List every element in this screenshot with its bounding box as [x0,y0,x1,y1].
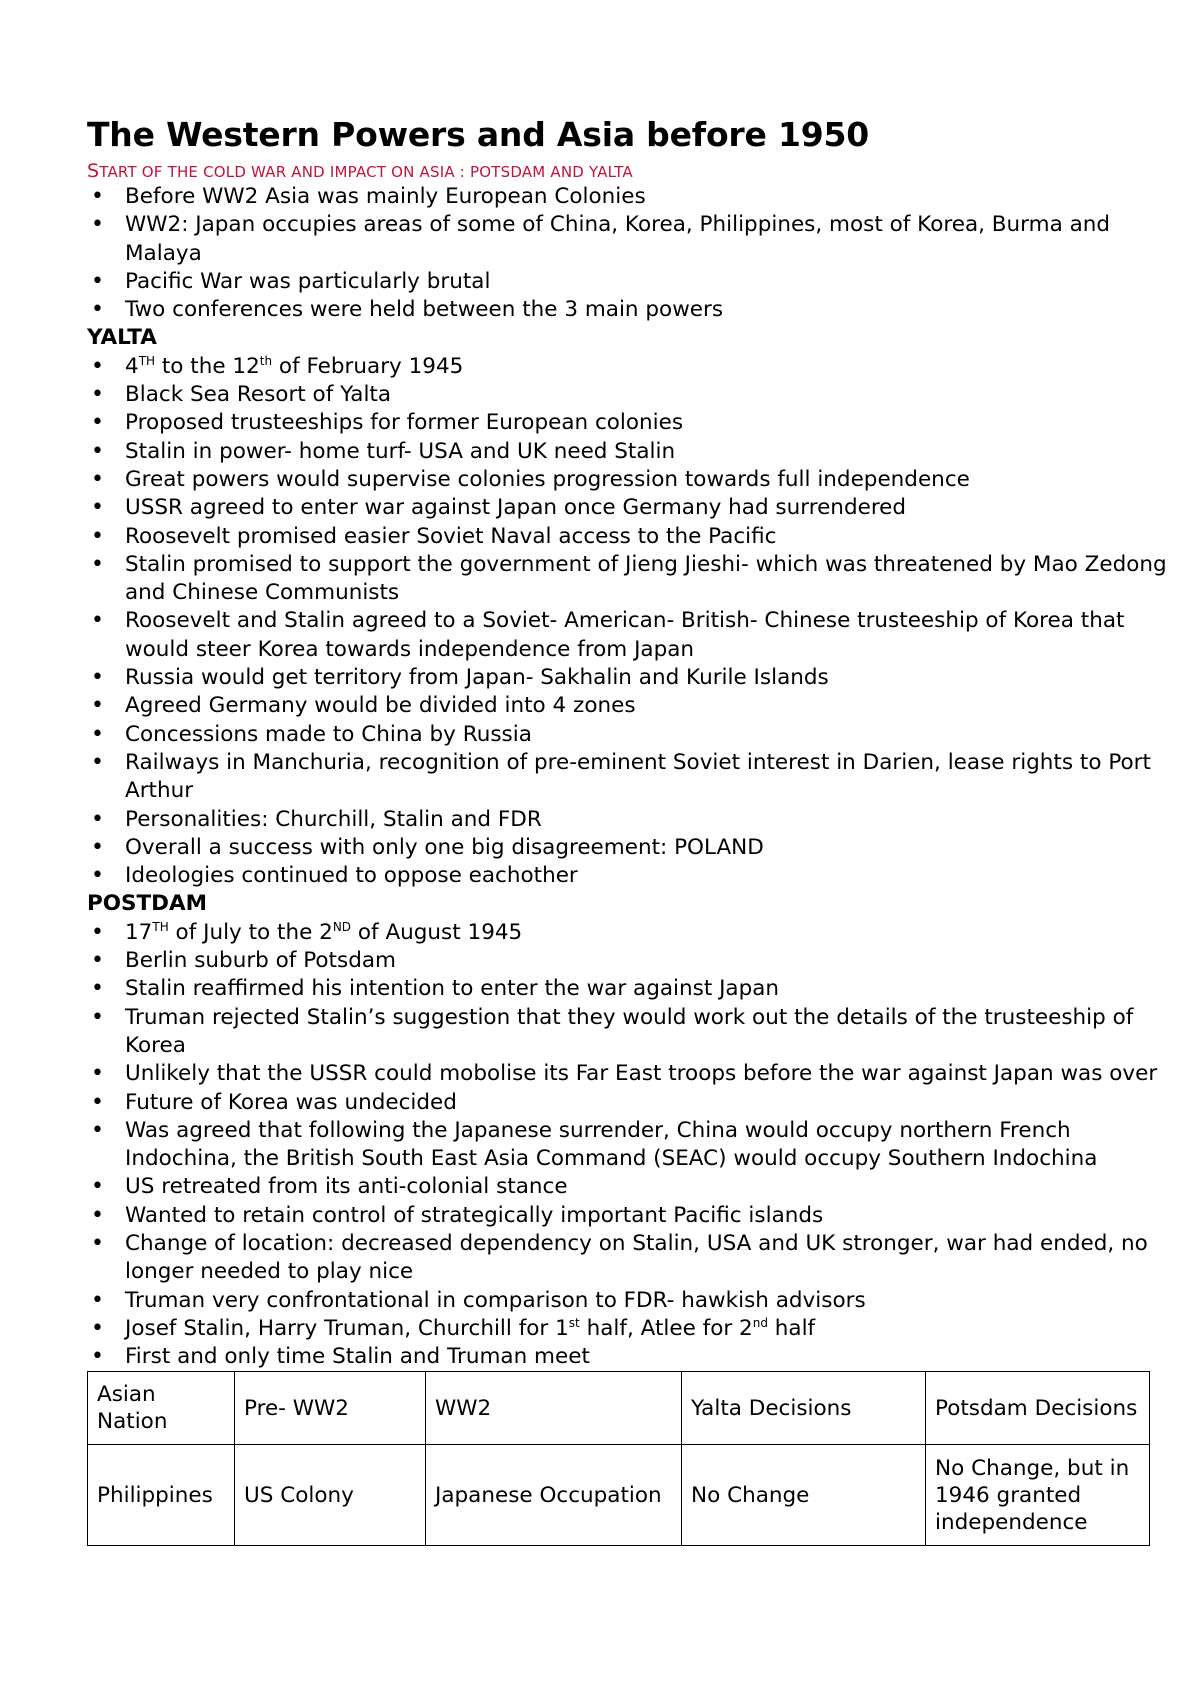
table-header-cell: Potsdam Decisions [926,1372,1150,1445]
table-cell: US Colony [235,1445,426,1546]
list-item: • Truman very confrontational in comparison to FDR- hawkish advisors [87,1287,1167,1315]
bullet-icon: • [91,749,104,775]
list-item: • Personalities: Churchill, Stalin and FDR [87,806,1167,834]
list-item: • Wanted to retain control of strategically important Pacific islands [87,1202,1167,1230]
table-header-cell: Asian Nation [88,1372,235,1445]
bullet-icon: • [91,1315,104,1341]
bullet-icon: • [91,1344,104,1370]
bullet-icon: • [91,523,104,549]
bullet-icon: • [91,1174,104,1200]
table-header-cell: WW2 [426,1372,682,1445]
bullet-icon: • [91,806,104,832]
list-item: • Stalin reaffirmed his intention to enter the war against Japan [87,975,1167,1003]
table-cell: Japanese Occupation [426,1445,682,1546]
page-title: The Western Powers and Asia before 1950 [87,115,870,154]
list-item: • Agreed Germany would be divided into 4 zones [87,692,1167,720]
list-item: • Before WW2 Asia was mainly European Colonies [87,183,1167,211]
table-cell: No Change, but in 1946 granted independence [926,1445,1150,1546]
list-item: • Pacific War was particularly brutal [87,268,1167,296]
potsdam-heading: POSTDAM [87,891,208,917]
bullet-icon: • [91,834,104,860]
list-item: • Overall a success with only one big disagreement: POLAND [87,834,1167,862]
intro-list [87,183,1167,324]
table-cell: Philippines [88,1445,235,1546]
bullet-icon: • [91,721,104,747]
subtitle: START OF THE COLD WAR AND IMPACT ON ASIA : POTSDAM AND YALTA [87,160,633,182]
bullet-icon: • [91,410,104,436]
table-row [88,1445,1150,1546]
bullet-icon: • [91,693,104,719]
list-item: • Two conferences were held between the 3 main powers [87,296,1167,324]
table-cell: No Change [682,1445,926,1546]
table-header-row [88,1372,1150,1445]
bullet-icon: • [91,1117,104,1143]
bullet-icon: • [91,438,104,464]
list-item: • Concessions made to China by Russia [87,721,1167,749]
list-item: • Was agreed that following the Japanese surrender, China would occupy northern French Indochina, the British South East Asia Command (SEAC) would occupy Southern Indochina [91,1117,1098,1172]
bullet-icon: • [91,466,104,492]
list-item: • Future of Korea was undecided [87,1089,1167,1117]
bullet-icon: • [91,212,104,238]
table-header-cell: Yalta Decisions [682,1372,926,1445]
bullet-icon: • [91,863,104,889]
list-item: • WW2: Japan occupies areas of some of China, Korea, Philippines, most of Korea, Burma and Malaya [91,212,1111,266]
bullet-icon: • [91,665,104,691]
list-item: • Roosevelt promised easier Soviet Naval access to the Pacific [87,523,1167,551]
bullet-icon: • [91,1089,104,1115]
yalta-list [87,353,1167,891]
yalta-heading: YALTA [87,325,157,351]
list-item: • Stalin in power- home turf- USA and UK need Stalin [87,438,1167,466]
list-item: • Change of location: decreased dependency on Stalin, USA and UK stronger, war had ended, no longer needed to play nice [91,1230,1148,1285]
bullet-icon: • [91,976,104,1002]
list-item: • Roosevelt and Stalin agreed to a Soviet- American- British- Chinese trusteeship of Korea that would steer Korea towards independence from Japan [91,608,1125,662]
list-item: • 4TH to the 12th of February 1945 [87,353,1167,381]
list-item: • Berlin suburb of Potsdam [87,947,1167,975]
list-item: • Ideologies continued to oppose eachother [87,862,1167,890]
list-item: • Russia would get territory from Japan- Sakhalin and Kurile Islands [87,664,1167,692]
list-item: • Black Sea Resort of Yalta [87,381,1167,409]
bullet-icon: • [91,268,104,294]
bullet-icon: • [91,608,104,634]
bullet-icon: • [91,297,104,323]
bullet-icon: • [91,353,104,379]
list-item: • Railways in Manchuria, recognition of pre-eminent Soviet interest in Darien, lease rights to Port Arthur [91,749,1151,804]
list-item: • First and only time Stalin and Truman meet [87,1343,1167,1371]
document-page [87,112,1167,1546]
table-header-cell: Pre- WW2 [235,1372,426,1445]
bullet-icon: • [91,1202,104,1228]
bullet-icon: • [91,551,104,577]
list-item: • Proposed trusteeships for former European colonies [87,409,1167,437]
list-item: • Unlikely that the USSR could mobolise its Far East troops before the war against Japan was over [87,1060,1167,1088]
bullet-icon: • [91,1004,104,1030]
list-item: • Josef Stalin, Harry Truman, Churchill for 1st half, Atlee for 2nd half [87,1315,1167,1343]
list-item: • USSR agreed to enter war against Japan once Germany had surrendered [87,494,1167,522]
bullet-icon: • [91,184,104,209]
list-item: • Stalin promised to support the government of Jieng Jieshi- which was threatened by Mao Zedong and Chinese Communists [91,551,1167,606]
bullet-icon: • [91,948,104,974]
list-item: • US retreated from its anti-colonial stance [87,1173,1167,1201]
bullet-icon: • [91,1230,104,1256]
bullet-icon: • [91,919,104,945]
bullet-icon: • [91,1061,104,1087]
bullet-icon: • [91,495,104,521]
list-item: • Truman rejected Stalin’s suggestion that they would work out the details of the trusteeship of Korea [91,1004,1134,1058]
decisions-table [87,1371,1150,1546]
bullet-icon: • [91,1287,104,1313]
bullet-icon: • [91,382,104,408]
potsdam-list [87,919,1167,1372]
list-item: • 17TH of July to the 2ND of August 1945 [87,919,1167,947]
list-item: • Great powers would supervise colonies progression towards full independence [87,466,1167,494]
